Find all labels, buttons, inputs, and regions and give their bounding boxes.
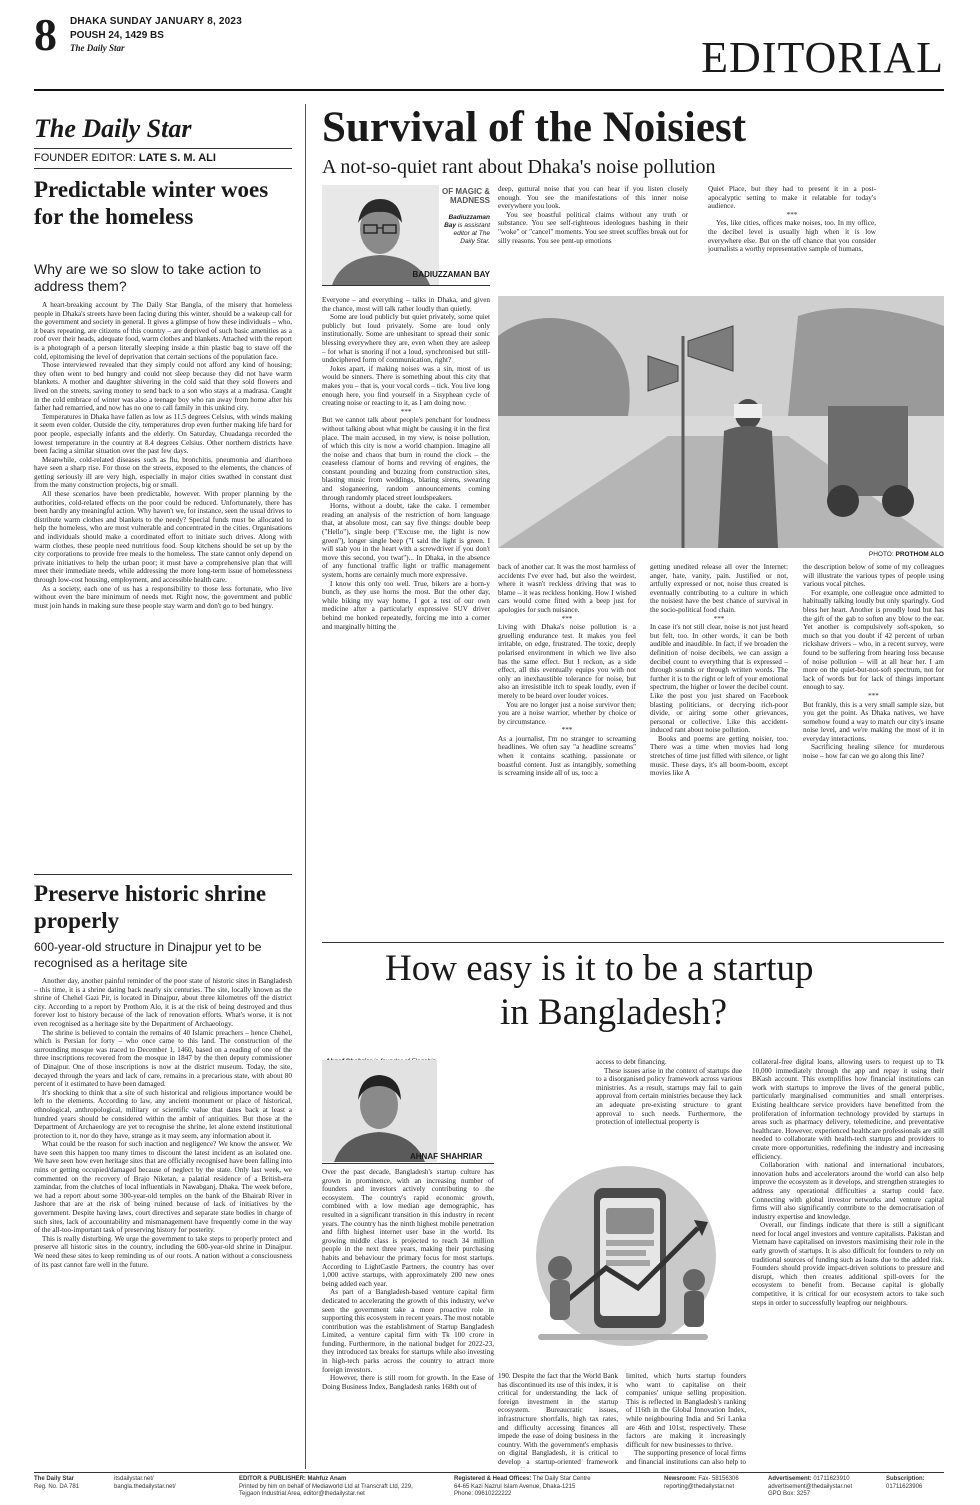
paper-logo: The Daily Star [34, 114, 192, 143]
section-break: *** [561, 614, 573, 623]
editorial2-para: This is really disturbing. We urge the government to take steps to properly protect and preserve all historic sites in the country, including the 600-year-old shrine in Dinajpur. We need these sites to keep reminding us of our roots. A nation without a consciousness of its past cannot fare well in the future. [34, 1234, 292, 1269]
footer-sub-phone: 01711623906 [886, 1483, 923, 1490]
column1-para: You see boastful political claims without any truth or substance. You see self-righteous ideologues bashing in their "woke" or "cancel" moments. You see street scuffles break out for silly reasons. You see pent-up emotions [498, 210, 688, 245]
editorial2-title: Preserve historic shrine properly [34, 881, 267, 933]
column2-para: Collaboration with national and international incubators, innovation hubs and accelerators around the world can also help improve the ecosystem as it develops, and strengthen strategies to address any operational difficulties a startup could face. Connecting with global investor networks and venture capital firms will also significantly contribute to the democratisation of industry expertise and knowledge. [752, 1161, 944, 1221]
editorial1-body [34, 301, 292, 871]
column2-para: collateral-free digital loans, allowing users to request up to Tk 10,000 immediately through the app and repay it using their BKash account. This exemplifies how financial institutions can work with startups to improve the lives of the general public, particularly marginalised communities and small enterprises. Existing healthcare service providers have benefitted from the proliferation of information technology provided by startups in areas such as pharmacy delivery, telemedicine, and preventative healthcare. However, experienced healthcare professionals are still needed to collaborate with health-tech startups and providers to create more opportunities, redefining the industry and increasing efficiency. [752, 1058, 944, 1161]
editorial2-para: The shrine is believed to contain the remains of 40 Islamic preachers – hence Chehel, which is Persian for forty – who once came to this land. The construction of the surrounding mosque was traced to December 1, 1460, based on a reading of one of the three inscriptions recovered from the mosque in 1847 by the then deputy commissioner of Dinajpur. One of those inscriptions is now at the district museum. Today, the site, decayed through the years and lack of care, remains in a precarious state, with about 80 percent of it estimated to have been damaged. [34, 1028, 292, 1089]
footer-office-name: The Daily Star Centre [532, 1476, 591, 1482]
column1-bio [440, 214, 490, 246]
photo-credit [869, 551, 944, 558]
column2-bottom-col-a [498, 1372, 618, 1468]
section-break: *** [868, 691, 879, 700]
column2-para: The supporting presence of local firms and financial institutions can also help to [626, 1449, 746, 1466]
column1-title: Survival of the Noisiest [322, 104, 747, 151]
editorial1-para: Meanwhile, cold-related diseases such as flu, bronchitis, pneumonia and diarrhoea have seen a sharp rise. For those on the streets, exposed to the elements, the chances of getting seriously ill are very high, especially in major cities swathed in constant dust from the many construction projects, big or small. [34, 455, 292, 490]
photo-credit-source: PROTHOM ALO [895, 551, 944, 558]
column2-para: Over the past decade, Bangladesh's startup culture has grown in prominence, with an increasing number of founders and investors actively contributing to the ecosystem. The country's rapid economic growth, combined with a low median age demographic, has resulted in a significant transition in this industry in recent years. The country has the ninth highest mobile penetration and fifth highest internet user base in the world. Its growing middle class is projected to reach 34 million people in the next three years, making their purchasing habits and behaviour the primary focus for most startups. According to LightCastle Partners, the country has over 1,000 active startups, with approximately 200 new ones being added each year. [322, 1168, 494, 1288]
editorial2-para: What could be the reason for such inaction and negligence? We know the answer. We have seen this happen too many times to discount the latest incident as an isolated one. We have seen how even heritage sites that are officially recognised have been falling into ruins or getting occupied/damaged because of neglect by the state. Only last week, we commented on the recovery of Brajo Niketan, a palatial residence of a British-era zamindar, from the clutches of local influentials in Nawabganj, Dhaka. The week before, we had a report about some 300-year-old temples on the bank of the Bhairab River in Jashore that are at the risk of being ruined because of lack of initiatives by the government. Despite having laws, court directives and separate state bodies in charge of such sites, lack of accountability and mismanagement have frequently come in the way of the all-too-important task of preserving history for posterity. [34, 1140, 292, 1235]
date-line: DHAKA SUNDAY JANUARY 8, 2023 [70, 16, 242, 27]
footer-rule [34, 1472, 944, 1473]
paper-name-small: The Daily Star [70, 43, 125, 53]
column1-para: back of another car. It was the most harmless of accidents I've ever had, but also the weirdest, where it wasn't reckless driving that was to blame – it was reckless honking. How I wished cars would come fitted with a beep just for apologies for such nuisance. [498, 563, 636, 614]
column2-para: limited, which hurts startup founders who want to capitalise on their companies' unique selling proposition. This is reflected in Bangladesh's ranking of 116th in the Global Innovation Index, while neighbouring India and Sri Lanka are 46th and 101st, respectively. These factors are making it increasingly difficult for new businesses to thrive. [626, 1372, 746, 1449]
column2-para: 190. Despite the fact that the World Bank has discontinued its use of this index, it is critical for understanding the lack of foreign investment in the startup ecosystem. Bureaucratic issues, infrastructure shortfalls, high tax rates, and difficulty accessing finances all impede the ease of doing business in the country. With the government's emphasis on digital Bangladesh, it is critical to develop a startup-oriented framework [498, 1372, 618, 1466]
footer-bangla-link[interactable]: bangla.thedailystar.net/ [114, 1483, 176, 1490]
footer-office-title [454, 1476, 604, 1484]
footer-phone: Phone: 09610222222 [454, 1491, 512, 1497]
footer-ad-email[interactable]: advertisement@thedailystar.net [768, 1483, 853, 1490]
editorial1-para: As a society, each one of us has a responsibility to those less fortunate, who live without even the bare minimum of needs met. Right now, the government and public must join hands in making sure these people stay warm and don't go to bed hungry. [34, 584, 292, 610]
column-separator [322, 942, 944, 943]
column2-author-rule [322, 1163, 494, 1164]
column1-para: Everyone – and everything – talks in Dhaka, and given the chance, most will talk rather loudly than quietly. [322, 296, 490, 313]
column2-bottom-col-b [626, 1372, 746, 1468]
column1-para: Some are loud publicly but quiet privately, some quiet publicly but loud privately. Some are loud only institutionally. Some are unhesitant to spread their sonic blessing everywhere they are, even when they are asleep – for what is snoring if not a loud, synchronised but still-undeciphered form of communication, right? [322, 313, 490, 365]
footer-office-label: Registered & Head Offices: [454, 1476, 532, 1482]
footer-col-1 [34, 1476, 104, 1491]
column2-para: Overall, our findings indicate that there is still a significant need for local angel investors and venture capitalists. Pakistan and Vietnam have capitalised on investors maximising their role in the early growth of startups. It is also difficult for founders to rely on traditional sources of funding such as loans due to the added risk. Founders should provide impact-driven solutions to pressure and disrupt, which then creates additional spill-overs for the ecosystem to benefit from. Because capital is globally competitive, it is critical for our ecosystem actors to take such steps in order to successfully leapfrog our neighbours. [752, 1221, 944, 1307]
editorial1-para: A heart-breaking account by The Daily Star Bangla, of the misery that homeless people in Dhaka's streets have been facing during this winter, should be a wakeup call for the government and society in general. It gives a glimpse of how these individuals – who, it bears repeating, are citizens of this country – are deprived of such basic amenities as a roof over their heads, adequate food, warm clothes and blankets. Attached with the report is a photograph of a person literally sleeping inside a thin plastic bag to stave off the cold, epitomising the level of deprivation that certain sections of the population face. [34, 301, 292, 361]
column1-para: deep, guttural noise that you can hear if you listen closely enough. You see the manifestations of this inner noise everywhere you look. [498, 185, 688, 211]
column1-para: Yes, like cities, offices make noises, too. In my office, the decibel level is usually high when it is low everywhere else. But on the off chance that you consider journalists a worthy representative sample of humans, [708, 219, 876, 254]
footer-paper: The Daily Star [34, 1476, 75, 1482]
column2-author-caps: AHNAF SHAHRIAR [410, 1152, 483, 1161]
footer-office-address: 64-65 Kazi Nazrul Islam Avenue, Dhaka-1215 [454, 1483, 576, 1490]
editorial1-subtitle: Why are we so slow to take action to address them? [34, 261, 262, 294]
column1-para: Living with Dhaka's noise pollution is a gruelling endurance test. It makes you feel irritable, on edge, frustrated. The toxic, deeply polarised environment in which we live also has the same effect. But I reckon, as a side effect, all this eventually equips you with not only an inexhaustible tolerance for noise, but also an irresistible itch to speak loudly, even if merely to be heard over louder voices. [498, 623, 636, 700]
footer-printer: Printed by him on behalf of Mediaworld Ltd at Transcraft Ltd, 229, [239, 1483, 413, 1490]
footer-gpo: GPO Box: 3257 [768, 1491, 811, 1497]
column2-para: access to debt financing. [596, 1058, 667, 1066]
column1-para: You are no longer just a noise survivor then; you are a noise warrior, whether by choice or by circumstance. [498, 700, 636, 726]
footer-editor: EDITOR & PUBLISHER: Mahfuz Anam [239, 1476, 347, 1482]
founder-line [34, 152, 216, 164]
column1-bio-name: Badiuzzaman Bay [444, 214, 490, 229]
column1-author-rule [322, 285, 490, 286]
footer-website-link[interactable]: itsdailystar.net/ [114, 1476, 154, 1482]
column1-subtitle: A not-so-quiet rant about Dhaka's noise pollution [322, 156, 716, 178]
column1-para: Horns, without a doubt, take the cake. I remember reading an analysis of the restriction of horn language that, at absolute most, can say five things: double beep ("Hello"), single beep ("Excuse me, the light is now green"), longer single beep ("I said the light is green. I will stab you in the heart with a screwdriver if you don't move this second, you twat")... In Dhaka, in the absence of any functional traffic light or traffic management system, horns are certainly much more expressive. [322, 502, 490, 579]
footer-reporting-email[interactable]: reporting@thedailystar.net [664, 1483, 735, 1490]
footer-address: Tejgaon Industrial Area, editor@thedailystar.net [239, 1491, 365, 1497]
column1-para: Quiet Place, but they had to present it in a post-apocalyptic setting to make it relatable for today's audience. [708, 185, 876, 211]
section-break: *** [400, 407, 412, 416]
editorial-divider [34, 874, 292, 875]
column1-para: But we cannot talk about people's penchant for loudness without talking about what might be causing it in the first place. The main accused, in my view, is noise pollution, of which this city is now a world champion. Imagine all the noise and chaos that burn in round the clock – the ceaseless clamour of horns and revving of engines, the constant pounding and buzzing from construction sites, blasting music from weddings, blaring sirens, swearing and sloganeering, random announcements coming through randomly placed street loudspeakers. [322, 416, 490, 502]
section-break: *** [561, 726, 573, 735]
column2-para: These issues arise in the context of startups due to a disorganised policy framework across various ministries. As a result, startups may fail to gain approval from certain ministries because they lack an adequate pre-existing structure to grant approval to such needs. Furthermore, the protection of intellectual property is [596, 1066, 742, 1127]
column2-para: However, there is still room for growth. In the Ease of Doing Business Index, Bangladesh ranks 168th out of [322, 1374, 494, 1391]
column2-left-col [322, 1168, 494, 1468]
editorial2-para: Another day, another painful reminder of the poor state of historic sites in Bangladesh – this time, it is a shrine dating back nearly six centuries. The site, locally known as the shrine of Chehel Gazi Pir, is located in Dinajpur, about three kilometres off the district city. According to a report by Prothom Alo, it is at the risk of being destroyed and thus forever lost to history because of the lack of renovation efforts. What's worse, it is not even recognised as a heritage site by the Department of Archaeology. [34, 977, 292, 1028]
footer-col-7 [886, 1476, 944, 1491]
column1-para: In case it's not still clear, noise is not just heard but felt, too. In other words, it can be both audible and inaudible. In fact, if we broaden the definition of noise decibels, we can assign a decibel count to everything that is expressed – through sounds or through written words. The further it is to the right or left of your emotional spectrum, the higher or lower the decibel count. Like the post you just shared on Facebook blasting politicians, or decrying rich-poor divide, or airing some other grievances, personal or collective. Like this accident-induced rant about noise pollution. [650, 623, 788, 735]
bangla-date: POUSH 24, 1429 BS [70, 30, 164, 41]
startup-illustration [498, 1148, 746, 1362]
editorial2-para: It's shocking to think that a site of such historical and religious importance would be left to the elements. According to law, any ancient monument or place of historical, ethnological, anthropological, military or scientific value that dates back at least a hundred years should be considered within the ambit of antiquities. But those at the Department of Archaeology are yet to recognise the shrine, let alone extend institutional protection to it, nor do they have, strange as it may seem, any information about it. [34, 1088, 292, 1140]
column1-para: Sacrificing healing silence for murderous noise – how far can we go along this line? [803, 743, 944, 761]
editorial1-para: Those interviewed revealed that they simply could not afford any kind of housing; they often went to bed hungry and could not sleep because they did not have warm blankets. A mother and daughter shivering in the cold said that they sold flowers and lived on the streets, saving money to send back to a son who stays at a madrasa. Caught in the cold embrace of winter was also a teenage boy who ran away from home after his father had remarried, and now has no one to call family in this unkind city. [34, 361, 292, 413]
column1-top-col-b [708, 185, 876, 290]
footer-newsroom [664, 1476, 764, 1484]
footer-ad-label: Advertisement: [768, 1476, 812, 1482]
footer-col-2 [114, 1476, 234, 1491]
editorial1-para: Temperatures in Dhaka have fallen as low as 11.5 degrees Celsius, with winds making it seem even colder. Outside the city, temperatures drop even further making life hard for poor people, especially infants and the elderly. On Saturday, Chuadanga recorded the lowest temperature in the country at 8.4 degrees Celsius. Other northern districts have been facing a similar situation over the past few days. [34, 412, 292, 456]
column2-top-col-a [596, 1058, 742, 1154]
column1-para: But frankly, this is a very small sample size, but you get the point. As Dhaka natives, we have somehow found a way to match our city's insane noise level, and we're making the most of it in everyday interactions. [803, 700, 944, 743]
footer-col-6 [768, 1476, 878, 1499]
column1-para: the description below of some of my colleagues will illustrate the various types of people using various vocal pitches. [803, 563, 944, 589]
column2-title-line1: How easy is it to be a startup [385, 948, 814, 989]
column1-name-box [440, 187, 490, 205]
editorial2-body [34, 977, 292, 1467]
founder-label: FOUNDER EDITOR: [34, 152, 136, 164]
street-loudspeaker-photo [498, 296, 944, 548]
column1-para: Jokes apart, if making noises was a sin, most of us would be sinners. There is something about this city that makes you – that is, your vocal cords – tick. You live long enough here, you find yourself in a Sisyphean cycle of creating noise or reacting to it, as I am doing now. [322, 364, 490, 408]
section-title: EDITORIAL [701, 33, 944, 82]
logo-rule [34, 148, 292, 149]
column1-bio-text: is assistant editor at The Daily Star. [453, 222, 490, 245]
founder-name: LATE S. M. ALI [138, 152, 216, 164]
editorial1-para: All these scenarios have been predictable, however. With proper planning by the authorities, cold-related effects on the poor could be reduced. Unfortunately, there has been hardly any meaningful action. Why haven't we, for instance, seen the usual drives to distribute warm clothes and blankets to the needy? Special funds must be allocated to help the homeless, who are most vulnerable and concentrated in the cities. Organisations and individuals should make a coordinated effort to initiate such drives. Along with warm clothes, these people need nutritious food. Soup kitchens should be set up by the city corporations to provide free meals to the homeless. The state cannot only depend on private initiatives to help the urban poor; it must have a comprehensive plan that will meet their immediate needs, while addressing the more long-term issue of homelessness through low-cost housing, employment, and accessible health care. [34, 490, 292, 584]
column1-top-col-a [498, 185, 688, 290]
footer-reg: Reg. No. DA 781 [34, 1483, 80, 1490]
editorial1-title: Predictable winter woes for the homeless [34, 177, 269, 229]
page-number: 8 [34, 9, 57, 60]
footer-col-4 [454, 1476, 604, 1499]
footer-advertisement [768, 1476, 878, 1484]
footer-col-5 [664, 1476, 764, 1491]
footer-newsroom-label: Newsroom: [664, 1476, 697, 1482]
column2-para: As part of a Bangladesh-based venture capital firm dedicated to accelerating the growth of this industry, we've seen the government take a more proactive role in supporting this ecosystem in recent years. The most notable contribution was the establishment of Startup Bangladesh Limited, a venture capital firm with Tk 100 crore in funding. Furthermore, in the national budget for 2022-23, they introduced tax breaks for startups while also investing in high-tech parks across the country to attract more foreign investors. [322, 1288, 494, 1374]
startup-columnist-photo [322, 1060, 437, 1162]
column1-para: For example, one colleague once admitted to habitually talking loudly but only sparingly. God bless her heart. Another is proudly loud but has the gift of the gab to soften any blow to the ear. Yet another is compulsively soft-spoken, so much so that you doubt if 42 percent of urban rickshaw drivers – who, in a recent survey, were found to be suffering from hearing loss because of noise pollution – will at all hear her. I am more on the quiet-but-not-soft spectrum, not for lack of words but for lack of things important enough to say. [803, 588, 944, 692]
footer-fax: Fax- 58156306 [698, 1476, 739, 1482]
column1-bottom-col-b [650, 563, 788, 939]
editorial2-subtitle: 600-year-old structure in Dinajpur yet to be recognised as a heritage site [34, 940, 262, 970]
footer-subscription: Subscription: [886, 1476, 925, 1482]
column1-bottom-col-c [803, 563, 944, 939]
column2-right-col [752, 1058, 944, 1468]
footer-ad-phone: 01711623910 [813, 1476, 850, 1482]
photo-credit-label: PHOTO: [868, 551, 894, 558]
column1-para: Books and poems are getting noisier, too. There was a time when movies had long stretches of time just filled with silence, or light music. These days, it's all boom-boom, except movies like A [650, 734, 788, 778]
column1-author-caps: BADIUZZAMAN BAY [412, 270, 490, 279]
footer-col-3 [239, 1476, 449, 1499]
column1-para: I know this only too well. True, bikers are a horn-y bunch, as they use horns the most. But the other day, while biking my way home, I got a test of our own medicine after a particularly expressive SUV driver behind me honked repeatedly, forcing me into a corner and marginally hitting the [322, 579, 490, 631]
founder-rule [34, 168, 292, 169]
masthead-rule [34, 89, 944, 91]
column1-para: getting unedited release all over the Internet: anger, hate, vanity, pain. Justified or not, artfully expressed or not, noise thus created is eventually contributing to a culture in which the noisiest have the best chance of survival in the socio-political food chain. [650, 563, 788, 614]
column2-title-line2: in Bangladesh? [500, 992, 728, 1033]
section-break: *** [713, 614, 725, 623]
column1-left-col [322, 296, 490, 938]
section-break: *** [786, 210, 798, 219]
footer [34, 1476, 944, 1500]
column1-column-name: OF MAGIC & MADNESS [442, 187, 490, 205]
column1-bottom-col-a [498, 563, 636, 939]
column-divider [305, 104, 306, 1469]
column1-para: As a journalist, I'm no stranger to screaming headlines. We often say "a headline screams" when it contains scathing, passionate or boastful content. Just as intangibly, something is screaming inside all of us, too: a [498, 734, 636, 778]
